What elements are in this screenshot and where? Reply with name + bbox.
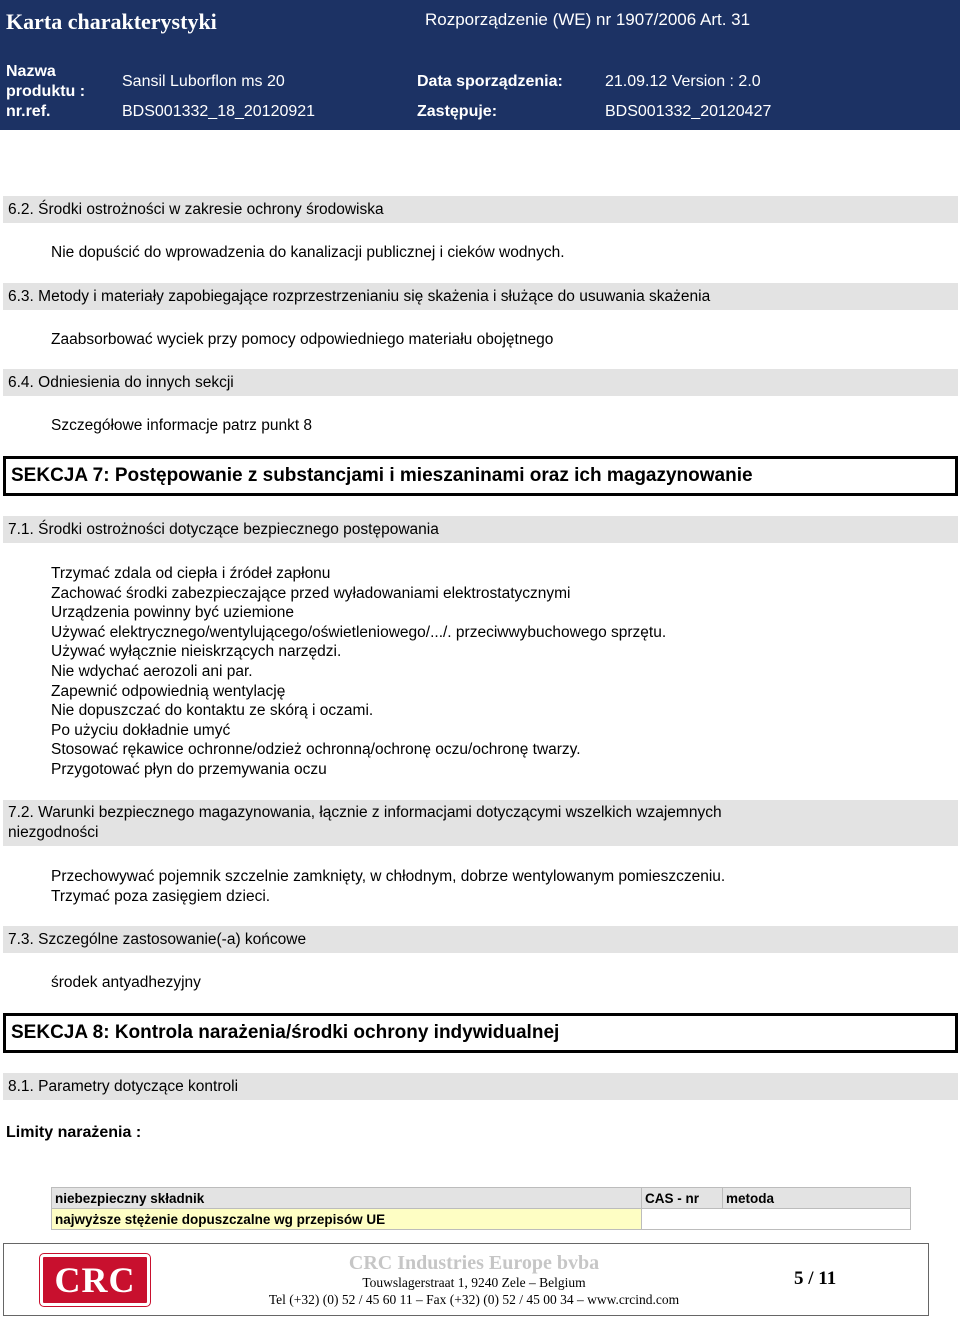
replaces-label: Zastępuje: — [417, 103, 498, 120]
table-cell-empty — [642, 1209, 911, 1230]
page-footer — [3, 1243, 929, 1316]
subsection-7-1-list — [51, 564, 666, 780]
list-item: Przygotować płyn do przemywania oczu — [51, 760, 327, 778]
footer-company-name: CRC Industries Europe bvba — [348, 1252, 600, 1274]
document-header — [0, 0, 960, 52]
list-item: Używać elektrycznego/wentylującego/oświetleniowego/.../. przeciwwybuchowego sprzętu. — [51, 623, 667, 641]
subsection-6-3-text: Zaabsorbować wyciek przy pomocy odpowiedniego materiału obojętnego — [51, 331, 554, 348]
list-item: Trzymać zdala od ciepła i źródeł zapłonu — [51, 565, 331, 582]
product-name-label: Nazwa — [6, 63, 56, 80]
column-header-component: niebezpieczny składnik — [52, 1188, 642, 1209]
list-item: Zachować środki zabezpieczające przed wyładowaniami elektrostatycznymi — [51, 584, 571, 602]
replaces-value: BDS001332_20120427 — [605, 103, 772, 120]
list-item: Zapewnić odpowiednią wentylację — [51, 682, 286, 700]
section-8-heading: SEKCJA 8: Kontrola narażenia/środki ochrony indywidualnej — [3, 1013, 958, 1053]
subsection-6-3-title: 6.3. Metody i materiały zapobiegające rozprzestrzenianiu się skażenia i służące do usuwania skażenia — [3, 283, 958, 310]
page-number: 5 / 11 — [794, 1268, 837, 1289]
subsection-7-2-title — [3, 800, 958, 846]
date-label: Data sporządzenia: — [417, 73, 563, 90]
ref-label: nr.ref. — [6, 103, 51, 120]
column-header-cas: CAS - nr — [642, 1188, 723, 1209]
document-title: Karta charakterystyki — [6, 9, 217, 34]
column-header-method: metoda — [723, 1188, 911, 1209]
product-name-label-2: produktu : — [6, 83, 86, 100]
list-item: Trzymać poza zasięgiem dzieci. — [51, 887, 271, 905]
list-item: Po użyciu dokładnie umyć — [51, 721, 231, 739]
footer-address: Touwslagerstraat 1, 9240 Zele – Belgium — [362, 1275, 586, 1290]
footer-contact: Tel (+32) (0) 52 / 45 60 11 – Fax (+32) (0) 52 / 45 00 34 – www.crcind.com — [268, 1292, 680, 1307]
list-item: Nie wdychać aerozoli ani par. — [51, 662, 253, 680]
subsection-7-1-title: 7.1. Środki ostrożności dotyczące bezpiecznego postępowania — [3, 516, 958, 543]
table-row — [52, 1209, 911, 1230]
exposure-limits-label: Limity narażenia : — [6, 1124, 142, 1141]
subsection-7-3-title: 7.3. Szczególne zastosowanie(-a) końcowe — [3, 926, 958, 953]
subsection-7-2-title-line-2: niezgodności — [8, 824, 99, 841]
table-cell-limit-type: najwyższe stężenie dopuszczalne wg przepisów UE — [52, 1209, 642, 1230]
list-item: Przechowywać pojemnik szczelnie zamknięty, w chłodnym, dobrze wentylowanym pomieszczeniu. — [51, 868, 726, 885]
subsection-6-2-text: Nie dopuścić do wprowadzenia do kanalizacji publicznej i cieków wodnych. — [51, 244, 565, 261]
list-item: Stosować rękawice ochronne/odzież ochronną/ochronę oczu/ochronę twarzy. — [51, 741, 581, 759]
subsection-6-4-title: 6.4. Odniesienia do innych sekcji — [3, 369, 958, 396]
ref-value: BDS001332_18_20120921 — [122, 103, 316, 120]
subsection-7-2-list — [51, 867, 725, 906]
product-info-bar — [0, 52, 960, 130]
list-item: Urządzenia powinny być uziemione — [51, 604, 294, 622]
section-7-heading: SEKCJA 7: Postępowanie z substancjami i mieszaninami oraz ich magazynowanie — [3, 456, 958, 496]
regulation-reference: Rozporządzenie (WE) nr 1907/2006 Art. 31 — [425, 10, 751, 29]
product-name-value: Sansil Luborflon ms 20 — [122, 73, 285, 90]
subsection-7-2-title-line-1: 7.2. Warunki bezpiecznego magazynowania, łącznie z informacjami dotyczącymi wszelkich wzajemnych — [8, 804, 722, 821]
date-value: 21.09.12 Version : 2.0 — [605, 73, 761, 90]
subsection-6-4-text: Szczegółowe informacje patrz punkt 8 — [51, 417, 313, 434]
crc-logo: CRC — [40, 1254, 150, 1306]
exposure-limits-table — [51, 1187, 911, 1230]
list-item: Nie dopuszczać do kontaktu ze skórą i oczami. — [51, 702, 374, 720]
table-header-row — [52, 1188, 911, 1209]
subsection-7-3-text: środek antyadhezyjny — [51, 974, 201, 991]
subsection-8-1-title: 8.1. Parametry dotyczące kontroli — [3, 1073, 958, 1100]
list-item: Używać wyłącznie nieiskrzących narzędzi. — [51, 643, 342, 661]
subsection-6-2-title: 6.2. Środki ostrożności w zakresie ochrony środowiska — [3, 196, 958, 223]
header-spacer — [0, 130, 960, 192]
